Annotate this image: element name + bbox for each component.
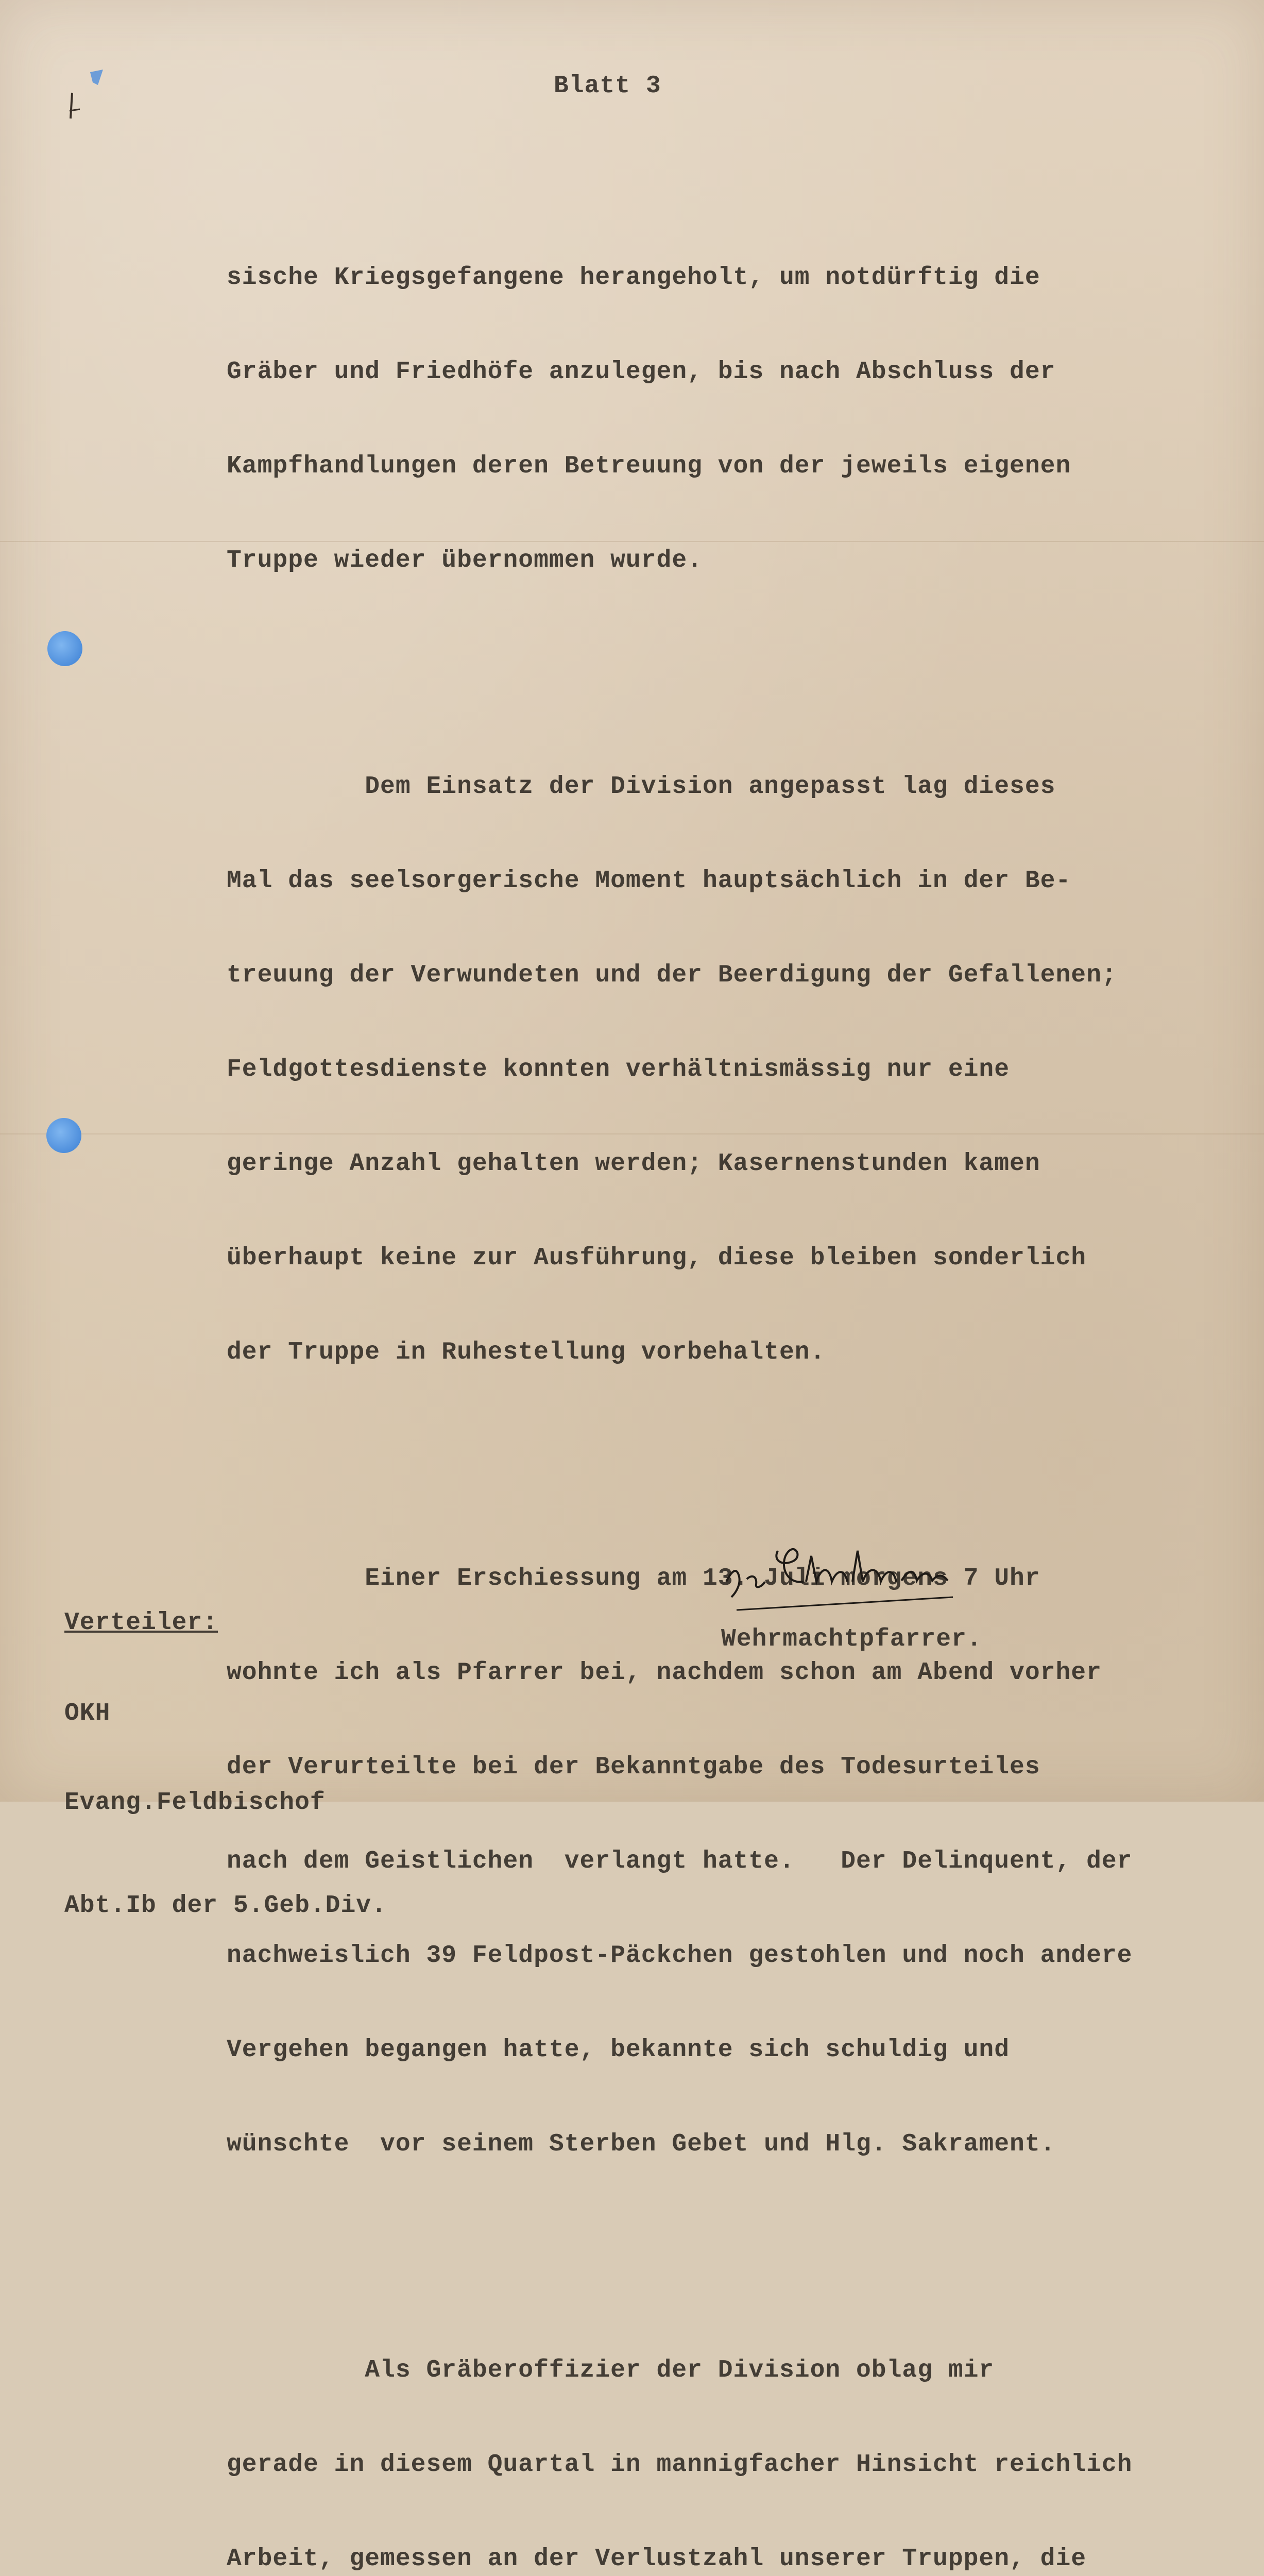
text-line: Feldgottesdienste konnten verhältnismässig nur eine (227, 1056, 1010, 1083)
text-line: Mal das seelsorgerische Moment hauptsächlich in der Be- (227, 867, 1071, 895)
text-line: sische Kriegsgefangene herangeholt, um notdürftig die (227, 264, 1040, 292)
punch-hole-icon (47, 631, 82, 666)
paragraph-gap (227, 1455, 1205, 1476)
paragraph (227, 231, 1205, 636)
distribution-item: Abt.Ib der 5.Geb.Div. (64, 1892, 387, 1920)
text-line: Dem Einsatz der Division angepasst lag dieses (227, 773, 1056, 801)
paragraph-gap (227, 664, 1205, 684)
text-line: Vergehen begangen hatte, bekannte sich schuldig und (227, 2036, 1010, 2064)
text-line: überhaupt keine zur Ausführung, diese bleiben sonderlich (227, 1244, 1087, 1272)
text-line: wohnte ich als Pfarrer bei, nachdem schon am Abend vorher (227, 1659, 1102, 1687)
text-line: der Verurteilte bei der Bekanntgabe des Todesurteiles (227, 1753, 1040, 1781)
distribution-item: OKH (64, 1700, 111, 1727)
text-line: der Truppe in Ruhestellung vorbehalten. (227, 1338, 826, 1366)
paragraph-gap (227, 2247, 1205, 2268)
text-line: nach dem Geistlichen verlangt hatte. Der Delinquent, der (227, 1848, 1133, 1875)
punch-hole-icon (46, 1118, 81, 1153)
handwritten-signature (716, 1520, 984, 1618)
text-line: nachweislich 39 Feldpost-Päckchen gestohlen und noch andere (227, 1942, 1133, 1970)
letter-body (227, 175, 1205, 2576)
text-line: Arbeit, gemessen an der Verlustzahl unserer Truppen, die (227, 2545, 1087, 2573)
corner-tear-icon (54, 62, 111, 134)
distribution-item: Evang.Feldbischof (64, 1789, 326, 1817)
text-line: gerade in diesem Quartal in mannigfacher Hinsicht reichlich (227, 2451, 1133, 2479)
text-line: geringe Anzahl gehalten werden; Kasernenstunden kamen (227, 1150, 1040, 1178)
distribution-heading: Verteiler: (64, 1609, 218, 1637)
text-line: Als Gräberoffizier der Division oblag mir (227, 2357, 995, 2384)
signatory-role: Wehrmachtpfarrer. (721, 1625, 982, 1653)
paragraph (227, 2324, 1205, 2576)
page-number: Blatt 3 (554, 72, 661, 100)
text-line: treuung der Verwundeten und der Beerdigung der Gefallenen; (227, 961, 1117, 989)
text-line: Einer Erschiessung am 13. Juli morgens 7 Uhr (227, 1565, 1040, 1592)
text-line: Kampfhandlungen deren Betreuung von der jeweils eigenen (227, 452, 1071, 480)
text-line: Gräber und Friedhöfe anzulegen, bis nach Abschluss der (227, 358, 1056, 386)
distribution-list (64, 1548, 387, 1981)
text-line: Truppe wieder übernommen wurde. (227, 547, 703, 574)
text-line: wünschte vor seinem Sterben Gebet und Hlg. Sakrament. (227, 2130, 1056, 2158)
paragraph (227, 740, 1205, 1428)
